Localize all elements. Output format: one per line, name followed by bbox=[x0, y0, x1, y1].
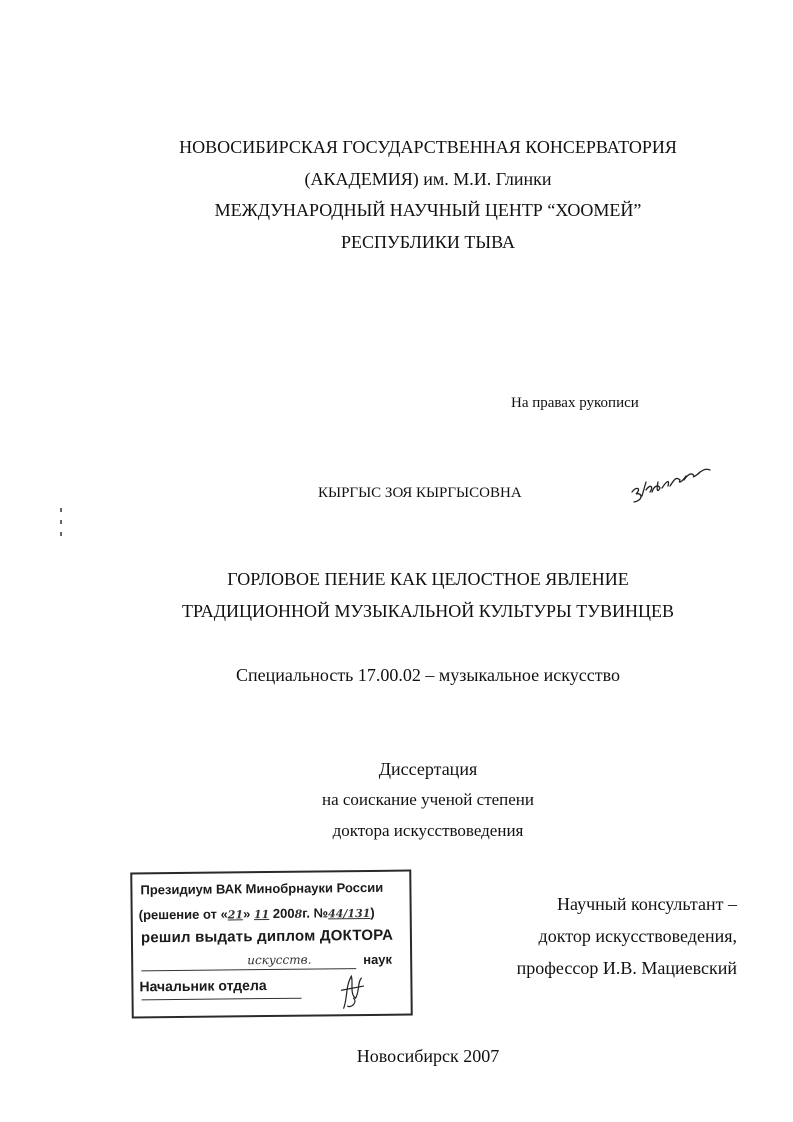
stamp-day: 21 bbox=[227, 908, 244, 922]
specialty: Специальность 17.00.02 – музыкальное искусство bbox=[236, 665, 620, 685]
stamp-award: решил выдать диплом ДОКТОРА bbox=[140, 926, 394, 947]
stamp-month: 11 bbox=[253, 908, 270, 922]
title-line-1: ГОРЛОВОЕ ПЕНИЕ КАК ЦЕЛОСТНОЕ ЯВЛЕНИЕ bbox=[227, 569, 629, 589]
stamp-number: 44/131 bbox=[327, 906, 371, 921]
author-signature-icon bbox=[628, 452, 718, 512]
stamp-field-handwritten: искусств. bbox=[247, 952, 312, 968]
institution-line-2: (АКАДЕМИЯ) им. М.И. Глинки bbox=[304, 169, 552, 189]
vak-stamp bbox=[130, 870, 413, 1019]
stamp-decision: (решение от «21» 11 2008г. №44/131) bbox=[138, 904, 375, 923]
title-line-2: ТРАДИЦИОННОЙ МУЗЫКАЛЬНОЙ КУЛЬТУРЫ ТУВИНЦЕВ bbox=[182, 601, 674, 621]
city-and-year: Новосибирск 2007 bbox=[356, 1046, 500, 1066]
stamp-year-suffix: г. № bbox=[302, 905, 329, 921]
stamp-decision-prefix: (решение от « bbox=[138, 906, 228, 923]
stamp-year-prefix: 200 bbox=[272, 905, 295, 921]
stamp-field-suffix: наук bbox=[363, 951, 393, 968]
rights-notice: На правах рукописи bbox=[511, 395, 639, 411]
degree-purpose: на соискание ученой степени bbox=[321, 790, 535, 809]
stamp-header: Президиум ВАК Минобрнауки России bbox=[140, 879, 384, 898]
institution-line-4: РЕСПУБЛИКИ ТЫВА bbox=[341, 232, 515, 252]
author-name: КЫРГЫС ЗОЯ КЫРГЫСОВНА bbox=[318, 485, 522, 501]
dissertation-label: Диссертация bbox=[378, 759, 478, 779]
degree-name: доктора искусствоведения bbox=[332, 821, 524, 840]
stamp-year-digit: 8 bbox=[294, 907, 303, 921]
institution-line-3: МЕЖДУНАРОДНЫЙ НАУЧНЫЙ ЦЕНТР “ХООМЕЙ” bbox=[214, 200, 642, 220]
stamp-signature-icon bbox=[333, 968, 373, 1012]
margin-marks bbox=[60, 508, 62, 536]
consultant-line-3: профессор И.В. Мациевский bbox=[516, 958, 737, 978]
institution-line-1: НОВОСИБИРСКАЯ ГОСУДАРСТВЕННАЯ КОНСЕРВАТОРИЯ bbox=[179, 137, 677, 157]
scientific-consultant bbox=[517, 888, 737, 984]
consultant-line-1: Научный консультант – bbox=[557, 894, 737, 914]
consultant-line-2: доктор искусствоведения, bbox=[538, 926, 737, 946]
stamp-head-of-department: Начальник отдела bbox=[139, 977, 267, 995]
